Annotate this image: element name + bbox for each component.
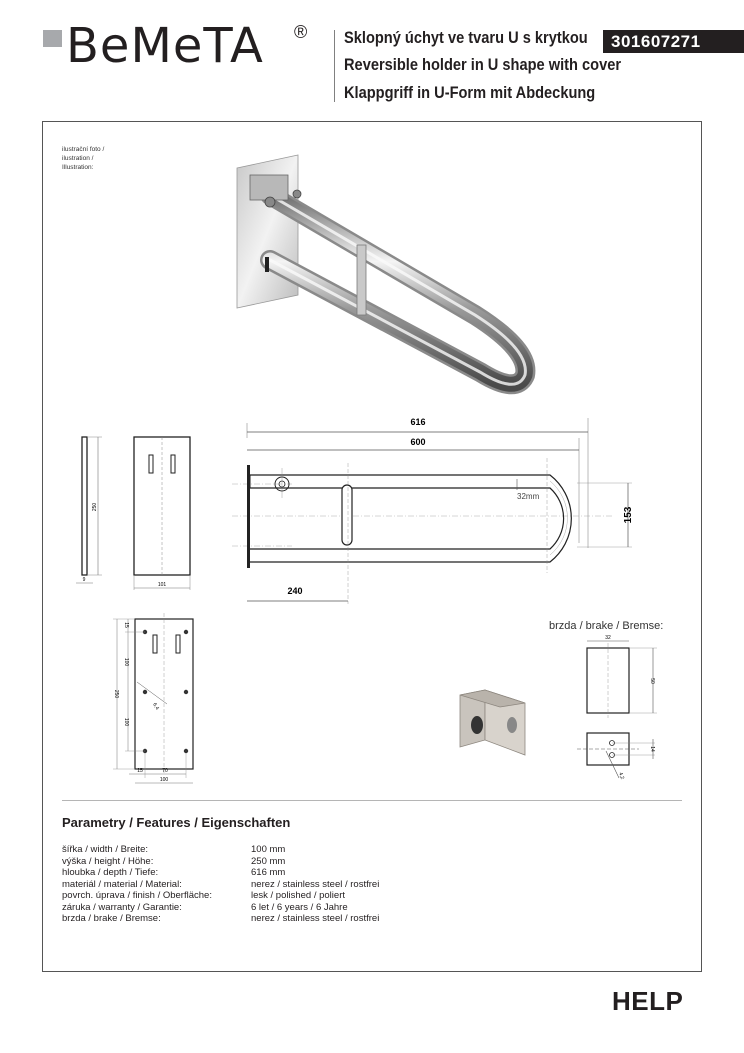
registered-mark: ® [294,22,308,42]
product-photo [225,150,545,400]
brake-hole-label: 4,2 [617,771,626,781]
illustration-note-de: Illustration: [62,164,94,171]
brake-width-label: 32 [605,635,611,641]
mounting-hole [184,630,188,634]
logo-square [43,30,62,47]
illustration-note [62,145,104,172]
cross-bar-profile [342,485,352,545]
plate-upper-label: 100 [123,657,129,667]
plate-side-front-drawing [62,425,212,595]
dim-600-label: 600 [410,437,426,447]
cross-bar [357,245,366,315]
product-code-badge: 301607271 [603,30,744,53]
brake-height-label: 50 [649,678,655,684]
feature-label: záruka / warranty / Garantie: [62,901,182,913]
feature-row [62,879,379,891]
front-width-label: 101 [157,582,167,588]
feature-value: nerez / stainless steel / rostfrei [251,913,380,924]
feature-row [62,902,379,914]
feature-label: šířka / width / Breite: [62,844,149,855]
plate-drilling-drawing [95,608,215,788]
feature-row [62,867,379,879]
mounting-hole [143,690,147,694]
dim-240-label: 240 [287,586,303,596]
side-thickness-label: 9 [82,577,86,583]
rail-dimension-drawing [232,408,642,608]
feature-value: 250 mm [251,855,286,867]
dim-616-label: 616 [410,417,426,427]
plate-lower-label: 100 [123,717,129,727]
mounting-hole [184,749,188,753]
plate-top-label: 15 [123,622,129,628]
plate-total-label: 250 [113,689,119,699]
brake-label: brzda / brake / Bremse: [549,620,664,632]
brake-drawing [575,633,675,788]
side-height-label: 250 [92,502,98,512]
plate-left-label: 15 [137,768,143,774]
illustration-note-cz: ilustrační foto / [62,146,105,153]
brake-photo [455,685,540,760]
hole-diameter-label: 6,4 [151,702,160,712]
series-name: HELP [612,986,684,1016]
feature-label: výška / height / Höhe: [62,855,154,867]
feature-value: lesk / polished / poliert [251,890,345,901]
header-divider [334,30,335,102]
illustration-note-en: ilustration / [62,155,94,162]
section-divider [62,800,682,801]
plate-width-label: 100 [159,777,169,783]
feature-label: hloubka / depth / Tiefe: [62,867,159,878]
mounting-hole [184,690,188,694]
feature-label: brzda / brake / Bremse: [62,913,161,924]
feature-value: 100 mm [251,844,286,855]
feature-value: 616 mm [251,867,286,878]
hinge-block [250,175,288,200]
plate-side-view [82,437,87,575]
title-german: Klappgriff in U-Form mit Abdeckung [344,83,596,102]
features-title: Parametry / Features / Eigenschaften [62,815,291,830]
brand-logo: BeMeTA [66,18,264,74]
feature-row [62,913,379,925]
title-english: Reversible holder in U shape with cover [344,55,622,74]
feature-row [62,844,379,856]
title-czech: Sklopný úchyt ve tvaru U s krytkou [344,28,588,47]
feature-value: nerez / stainless steel / rostfrei [251,878,380,890]
feature-row [62,890,379,902]
brake-spacing-label: 14 [649,746,655,752]
feature-label: povrch. úprava / finish / Oberfläche: [62,890,212,901]
plate-spacing-label: 70 [162,768,168,774]
dim-153-label: 153 [623,506,634,524]
tube-diameter-label: 32mm [517,492,540,501]
feature-row [62,856,379,868]
features-table [62,844,379,925]
feature-label: materiál / material / Material: [62,878,182,890]
feature-value: 6 let / 6 years / 6 Jahre [251,901,348,913]
